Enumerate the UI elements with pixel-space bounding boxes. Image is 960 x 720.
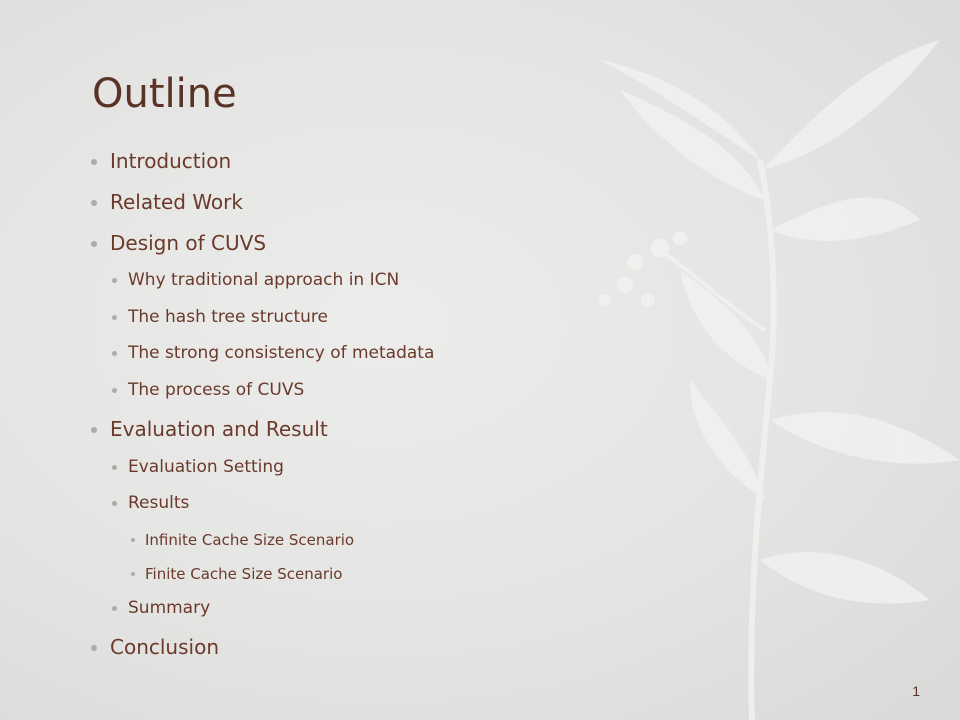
outline-subitem [128,598,210,618]
bullet-icon [131,572,135,576]
bullet-icon [112,351,117,356]
outline-item-label: Related Work [110,190,243,214]
outline-item-label: Why traditional approach in ICN [128,270,400,290]
outline-item [110,190,243,214]
slide-title: Outline [92,71,237,117]
bullet-icon [91,241,97,247]
outline-item-label: Results [128,493,190,513]
outline-item-label: Evaluation and Result [110,417,328,441]
outline-item-label: The process of CUVS [128,380,305,400]
outline-item-label: Introduction [110,149,232,173]
bullet-icon [112,278,117,283]
bullet-icon [91,427,97,433]
outline-item-label: Conclusion [110,635,219,659]
outline-subsubitem [145,531,354,549]
bullet-icon [91,159,97,165]
outline-subitem [128,343,434,363]
bullet-icon [112,388,117,393]
outline-item-label: Infinite Cache Size Scenario [145,531,355,549]
page-number: 1 [912,683,920,699]
outline-item-label: Finite Cache Size Scenario [145,565,343,583]
outline-item [110,417,328,441]
bullet-icon [112,315,117,320]
outline-item-label: The strong consistency of metadata [128,343,435,363]
bullet-icon [112,606,117,611]
outline-subitem [128,493,189,513]
outline-subitem [128,270,399,290]
bullet-icon [91,200,97,206]
outline-item [110,635,219,659]
outline-subsubitem [145,565,342,583]
bullet-icon [112,465,117,470]
outline-subitem [128,380,304,400]
bullet-icon [112,501,117,506]
outline-item-label: The hash tree structure [128,307,328,327]
outline-item-label: Evaluation Setting [128,457,284,477]
outline-item-label: Design of CUVS [110,231,267,255]
outline-item [110,149,231,173]
outline-item-label: Summary [128,598,211,618]
outline-subitem [128,307,328,327]
bullet-icon [131,538,135,542]
outline-subitem [128,457,284,477]
outline-item [110,231,266,255]
bullet-icon [91,645,97,651]
